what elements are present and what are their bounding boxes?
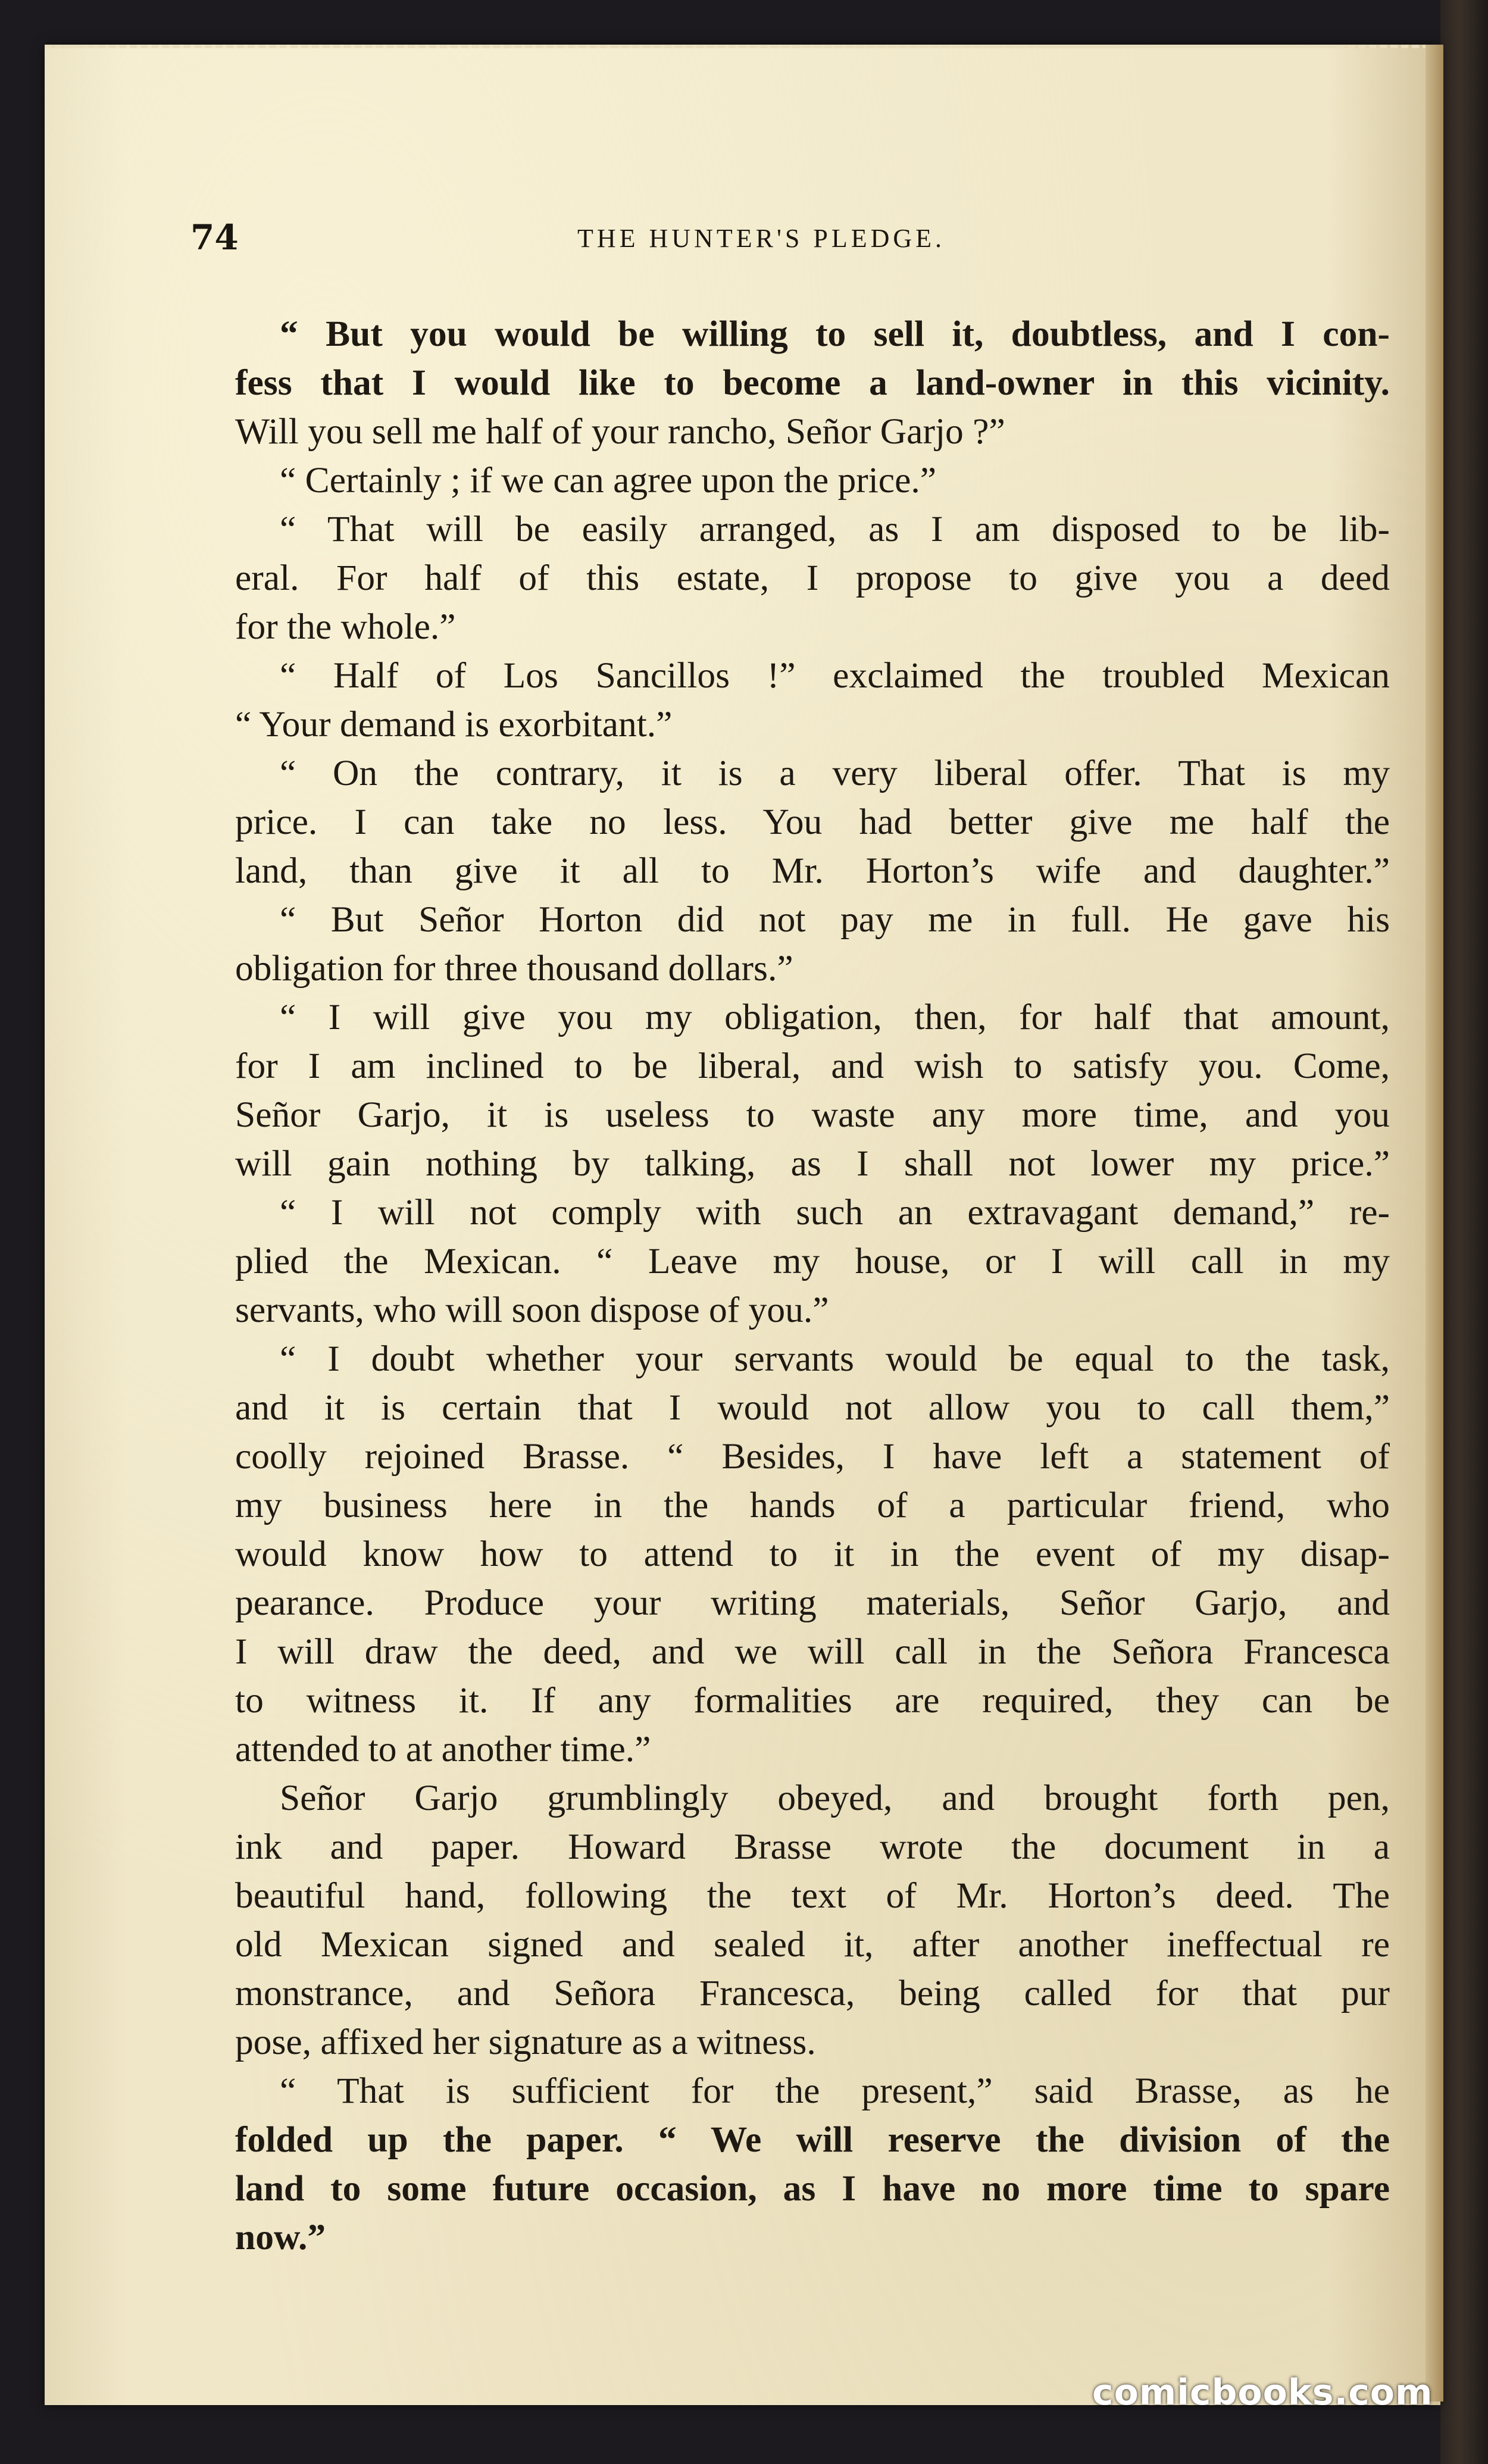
running-head: THE HUNTER'S PLEDGE. [577, 224, 946, 253]
page-header [190, 211, 1369, 265]
text-line: Señor Garjo grumblingly obeyed, and brought forth pen, [280, 1778, 1390, 1818]
text-line: to witness it. If any formalities are required, they can be [235, 1680, 1390, 1721]
text-line: plied the Mexican. “ Leave my house, or I will call in my [235, 1241, 1390, 1281]
text-line: “ Half of Los Sancillos !” exclaimed the troubled Mexican [280, 655, 1390, 696]
text-line: obligation for three thousand dollars.” [235, 948, 793, 989]
text-line: Will you sell me half of your rancho, Señor Garjo ?” [235, 411, 1005, 452]
text-line: “ That is sufficient for the present,” said Brasse, as he [280, 2071, 1390, 2111]
text-line: “ I doubt whether your servants would be equal to the task, [280, 1339, 1390, 1379]
text-line: I will draw the deed, and we will call in the Señora Francesca [235, 1631, 1390, 1672]
text-line: will gain nothing by talking, as I shall not lower my price.” [235, 1143, 1390, 1184]
text-line: ink and paper. Howard Brasse wrote the document in a [235, 1827, 1390, 1867]
page-number: 74 [190, 217, 239, 258]
page-edge [1426, 45, 1443, 2402]
text-line: coolly rejoined Brasse. “ Besides, I have left a statement of [235, 1436, 1390, 1477]
text-line: beautiful hand, following the text of Mr. Horton’s deed. The [235, 1875, 1390, 1916]
text-line: “ But Señor Horton did not pay me in full. He gave his [280, 899, 1390, 940]
site-watermark: comicbooks.com [1092, 2372, 1433, 2413]
text-line: would know how to attend to it in the event of my disap- [235, 1534, 1390, 1574]
text-line: “ I will not comply with such an extravagant demand,” re- [280, 1192, 1390, 1233]
text-line: folded up the paper. “ We will reserve the division of the [235, 2119, 1390, 2160]
text-line: now.” [235, 2217, 326, 2257]
text-line: “ But you would be willing to sell it, doubtless, and I con- [280, 314, 1390, 354]
text-line: “ Certainly ; if we can agree upon the price.” [280, 460, 937, 501]
text-line: servants, who will soon dispose of you.” [235, 1290, 829, 1330]
background-edge [1440, 0, 1488, 2464]
text-line: land, than give it all to Mr. Horton’s wife and daughter.” [235, 850, 1390, 891]
text-line: Señor Garjo, it is useless to waste any more time, and you [235, 1095, 1390, 1135]
text-line: eral. For half of this estate, I propose to give you a deed [235, 558, 1390, 598]
text-line: pose, affixed her signature as a witness. [235, 2022, 816, 2062]
text-line: “ Your demand is exorbitant.” [235, 704, 673, 745]
text-line: for the whole.” [235, 606, 456, 647]
text-line: my business here in the hands of a particular friend, who [235, 1485, 1390, 1525]
text-line: attended to at another time.” [235, 1729, 651, 1769]
text-line: land to some future occasion, as I have no more time to spare [235, 2168, 1390, 2209]
text-line: old Mexican signed and sealed it, after another ineffectual re [235, 1924, 1390, 1965]
text-line: “ That will be easily arranged, as I am disposed to be lib- [280, 509, 1390, 549]
text-line: pearance. Produce your writing materials, Señor Garjo, and [235, 1583, 1390, 1623]
text-line: for I am inclined to be liberal, and wish to satisfy you. Come, [235, 1046, 1390, 1086]
text-line: and it is certain that I would not allow you to call them,” [235, 1387, 1390, 1428]
text-line: “ On the contrary, it is a very liberal offer. That is my [280, 753, 1390, 793]
body-text [235, 309, 1390, 2262]
text-line: price. I can take no less. You had better give me half the [235, 802, 1390, 842]
text-line: “ I will give you my obligation, then, for half that amount, [280, 997, 1390, 1037]
text-line: monstrance, and Señora Francesca, being called for that pur [235, 1973, 1390, 2013]
text-line: fess that I would like to become a land-owner in this vicinity. [235, 362, 1390, 403]
